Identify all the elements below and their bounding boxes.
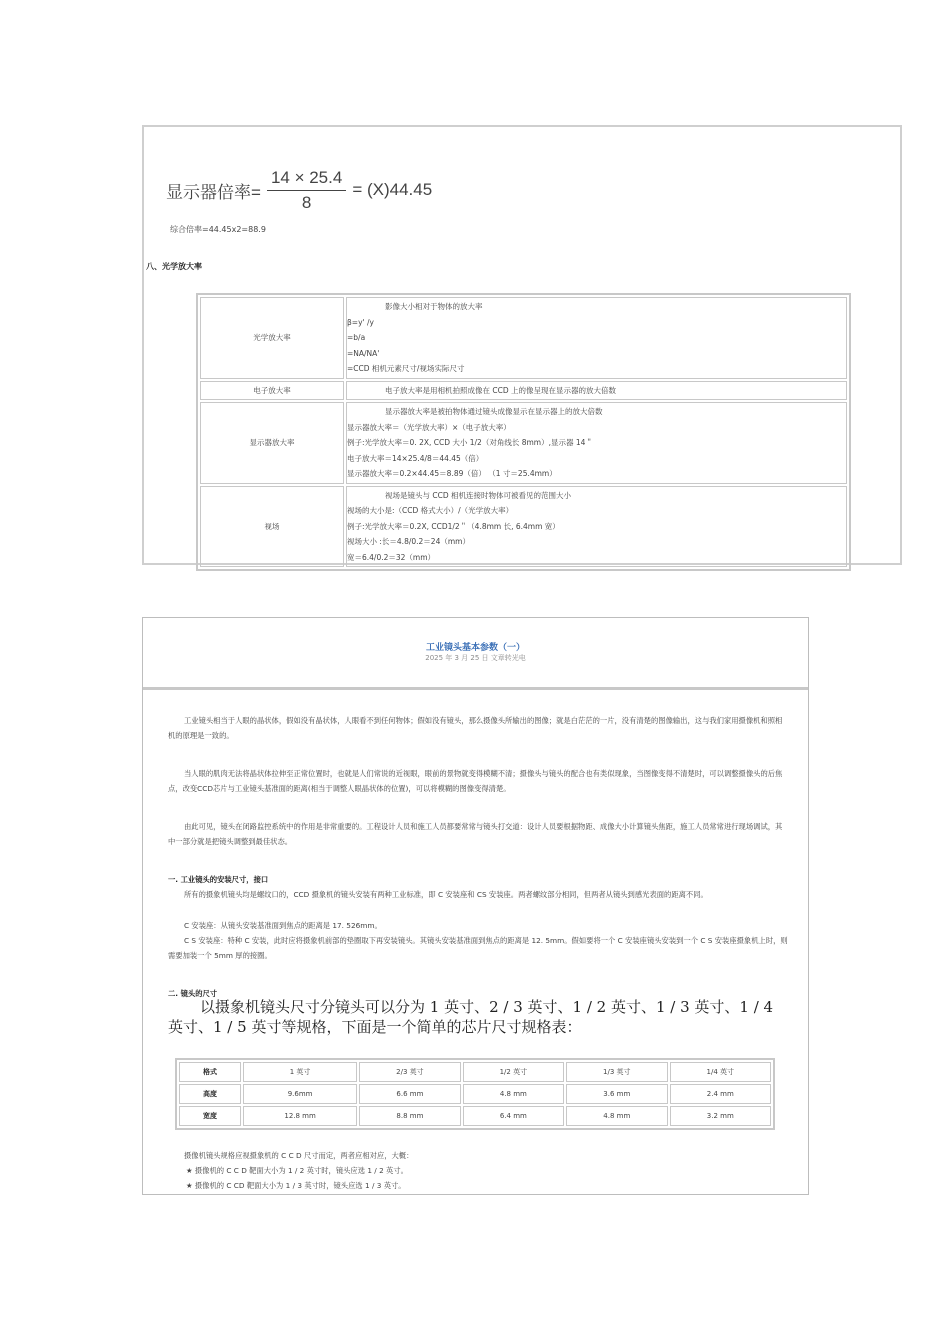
- table-cell: 格式: [179, 1062, 241, 1082]
- table-row: [179, 1106, 771, 1126]
- table-row: [200, 486, 847, 568]
- article-date: 2025 年 3 月 25 日 文章转光电: [425, 654, 526, 662]
- content-line: =NA/NA': [347, 348, 380, 358]
- row-label: 光学放大率: [200, 297, 344, 379]
- table-cell: 12.8 mm: [243, 1106, 357, 1126]
- content-line: 例子:光学放大率＝0.2X, CCD1/2＂（4.8mm 长, 6.4mm 宽）: [347, 521, 560, 531]
- table-row: [200, 297, 847, 379]
- content-line: 影像大小相对于物体的放大率: [385, 302, 483, 311]
- table-cell: 1/2 英寸: [463, 1062, 564, 1082]
- paragraph: C 安装座：从镜头安装基准面到焦点的距离是 17. 526mm。: [184, 921, 382, 930]
- row-label: 电子放大率: [200, 381, 344, 401]
- section-heading: 二. 镜头的尺寸: [168, 989, 218, 998]
- bullet-item: ★ 摄像机的 C C D 靶面大小为 1 / 2 英寸时，镜头应选 1 / 2 英寸。: [186, 1166, 408, 1175]
- table-cell: 9.6mm: [243, 1084, 357, 1104]
- content-line: 电子放大率＝14×25.4/8＝44.45（倍）: [347, 453, 484, 463]
- table-row: [200, 402, 847, 484]
- table-cell: 2.4 mm: [670, 1084, 771, 1104]
- content-line: 视场是镜头与 CCD 相机连接时物体可被看见的范围大小: [385, 490, 572, 500]
- formula-fraction: [267, 168, 346, 213]
- content-line: 视场大小 :长＝4.8/0.2＝24（mm）: [347, 537, 470, 546]
- row-content: [346, 402, 847, 484]
- paragraph: 所有的摄象机镜头均是螺纹口的，CCD 摄象机的镜头安装有两种工业标准，即 C 安装座和 CS 安装座。两者螺纹部分相同，但两者从镜头到感光表面的距离不同。: [184, 890, 708, 899]
- article-header: [143, 618, 808, 690]
- table-cell: 1/3 英寸: [566, 1062, 667, 1082]
- content-line: 宽＝6.4/0.2＝32（mm）: [347, 552, 436, 562]
- formula-denominator: 8: [301, 192, 312, 212]
- row-content: [346, 297, 847, 379]
- content-line: 电子放大率是用相机拍照成像在 CCD 上的像呈现在显示器的放大倍数: [385, 385, 617, 395]
- table-cell: 4.8 mm: [463, 1084, 564, 1104]
- section-heading: 八、光学放大率: [146, 262, 202, 271]
- content-line: 例子:光学放大率＝0. 2X, CCD 大小 1/2（对角线长 8mm）,显示器 14＂: [347, 438, 593, 447]
- magnification-table: [196, 293, 851, 571]
- table-cell: 宽度: [179, 1106, 241, 1126]
- paragraph: 当人眼的肌肉无法将晶状体拉伸至正常位置时，也就是人们常说的近视眼，眼前的景物就变得模糊不清；摄像头与镜头的配合也有类似现象，当图像变得不清楚时，可以调整摄像头的后焦点，改变CCD芯片与工业镜头基准面的距离(相当于调整人眼晶状体的位置)，可以将模糊的图像变得清楚。: [168, 769, 783, 793]
- table-cell: 1 英寸: [243, 1062, 357, 1082]
- table-row: [179, 1062, 771, 1082]
- content-line: =CCD 相机元素尺寸/视场实际尺寸: [347, 364, 465, 373]
- row-content: [346, 486, 847, 568]
- paragraph: 由此可见，镜头在闭路监控系统中的作用是非常重要的。工程设计人员和施工人员都要常常与镜头打交道：设计人员要根据物距、成像大小计算镜头焦距，施工人员常常进行现场调试，其中一部分就是把镜头调整到最佳状态。: [168, 822, 783, 846]
- row-label: 视场: [200, 486, 344, 568]
- optical-magnification-panel: [142, 125, 902, 565]
- row-label: 显示器放大率: [200, 402, 344, 484]
- content-line: =b/a: [347, 333, 366, 342]
- table-row: [200, 381, 847, 401]
- paragraph: 摄像机镜头规格应视摄象机的 C C D 尺寸而定，两者应相对应，大概：: [184, 1151, 414, 1160]
- table-cell: 3.6 mm: [566, 1084, 667, 1104]
- table-cell: 6.4 mm: [463, 1106, 564, 1126]
- content-line: 显示器放大率＝（光学放大率）×（电子放大率）: [347, 422, 511, 432]
- article-title[interactable]: 工业镜头基本参数（一）: [425, 643, 525, 653]
- row-content: [346, 381, 847, 401]
- bullet-item: ★ 摄像机的 C CD 靶面大小为 1 / 3 英寸时，镜头应选 1 / 3 英寸。: [186, 1181, 406, 1190]
- formula-result: = (X)44.45: [352, 180, 433, 199]
- formula-numerator: 14 × 25.4: [267, 168, 346, 191]
- formula-label: 显示器倍率=: [166, 182, 261, 202]
- lens-parameters-article: [142, 617, 809, 1195]
- content-line: 视场的大小是:（CCD 格式大小）/（光学放大率）: [347, 506, 514, 515]
- table-cell: 高度: [179, 1084, 241, 1104]
- paragraph: 工业镜头相当于人眼的晶状体，假如没有晶状体，人眼看不到任何物体；假如没有镜头，那么摄像头所输出的图像；就是白茫茫的一片，没有清楚的图像输出，这与我们家用摄像机和照相机的原理是一致的。: [168, 716, 783, 740]
- chip-size-table: [175, 1058, 775, 1130]
- table-cell: 3.2 mm: [670, 1106, 771, 1126]
- size-intro: 以摄象机镜头尺寸分镜头可以分为 1 英寸、2 / 3 英寸、1 / 2 英寸、1 / 3 英寸、1 / 4 英寸、1 / 5 英寸等规格，下面是一个简单的芯片尺寸规格表：: [168, 998, 774, 1036]
- content-line: β=y' /y: [347, 317, 374, 327]
- combined-magnification: 综合倍率=44.45x2=88.9: [170, 225, 266, 234]
- table-cell: 8.8 mm: [359, 1106, 460, 1126]
- paragraph: C S 安装座：特种 C 安装，此时应将摄象机前部的垫圈取下再安装镜头。其镜头安装基准面到焦点的距离是 12. 5mm。假如要将一个 C 安装座镜头安装到一个 C S 安装座摄象机上时，则需要加装一个 5mm 厚的接圈。: [168, 936, 788, 960]
- content-line: 显示器放大率是被拍物体通过镜头成像显示在显示器上的放大倍数: [385, 407, 603, 416]
- display-magnification-formula: [166, 165, 432, 215]
- table-row: [179, 1084, 771, 1104]
- section-heading: 一. 工业镜头的安装尺寸，接口: [168, 875, 269, 884]
- table-cell: 2/3 英寸: [359, 1062, 460, 1082]
- content-line: 显示器放大率＝0.2×44.45＝8.89（倍） （1 寸＝25.4mm）: [347, 469, 557, 478]
- table-cell: 1/4 英寸: [670, 1062, 771, 1082]
- table-cell: 6.6 mm: [359, 1084, 460, 1104]
- table-cell: 4.8 mm: [566, 1106, 667, 1126]
